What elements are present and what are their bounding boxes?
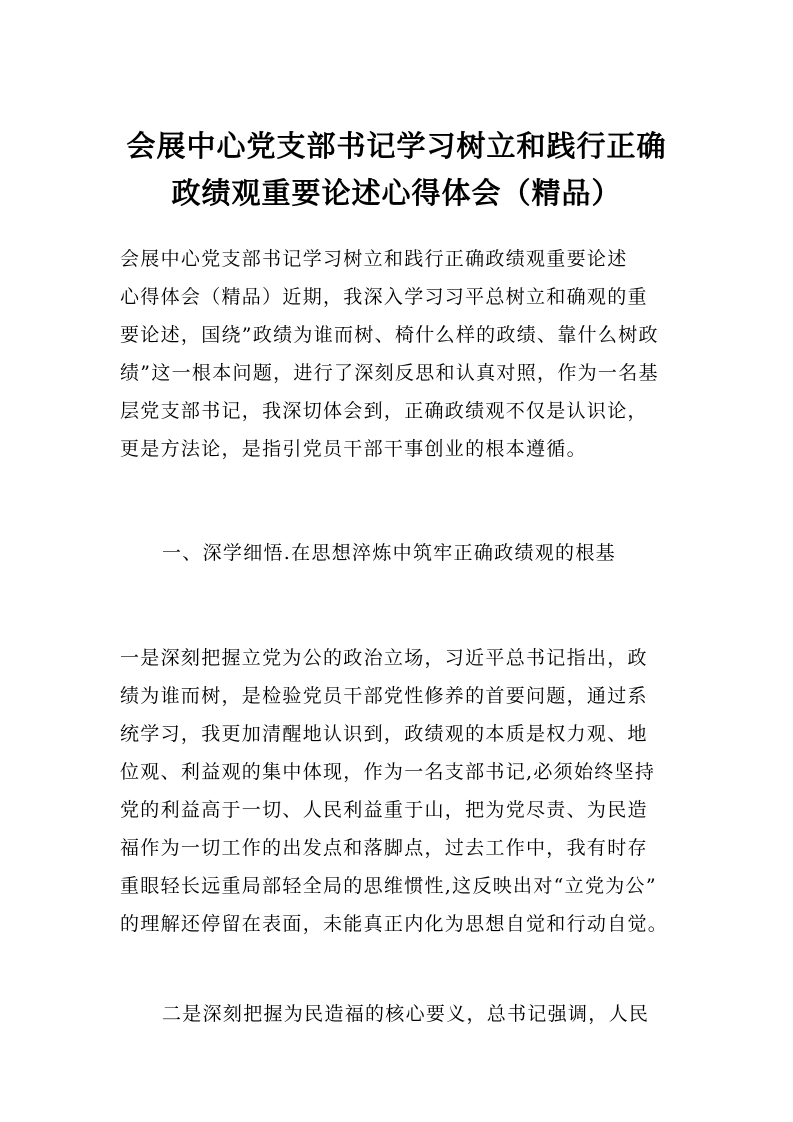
document-title-line-2: 政绩观重要论述心得体会（精品） bbox=[171, 176, 622, 210]
intro-line-5: 层党支部书记，我深切体会到，正确政绩观不仅是认识论， bbox=[120, 400, 648, 422]
para1-line-3: 统学习，我更加清醒地认识到，政绩观的本质是权力观、地 bbox=[120, 723, 648, 745]
intro-line-1: 会展中心党支部书记学习树立和践行正确政绩观重要论述 bbox=[120, 248, 628, 270]
para2-line-1: 二是深刻把握为民造福的核心要义，总书记强调，人民 bbox=[162, 1003, 650, 1025]
intro-line-6: 更是方法论，是指引党员干部干事创业的根本遵循。 bbox=[120, 438, 587, 460]
para1-line-4: 位观、利益观的集中体现，作为一名支部书记,必须始终坚持 bbox=[120, 761, 656, 783]
para1-line-2: 绩为谁而树，是检验党员干部党性修养的首要问题，通过系 bbox=[120, 685, 648, 707]
document-title-line-1: 会展中心党支部书记学习树立和践行正确 bbox=[126, 129, 667, 163]
para1-line-6: 福作为一切工作的出发点和落脚点，过去工作中，我有时存 bbox=[120, 837, 648, 859]
para1-line-5: 党的利益高于一切、人民利益重于山，把为党尽责、为民造 bbox=[120, 799, 648, 821]
para1-line-7: 重眼轻长远重局部轻全局的思维惯性,这反映出对“立党为公” bbox=[120, 875, 657, 897]
section-heading-1: 一、深学细悟.在思想淬炼中筑牢正确政绩观的根基 bbox=[162, 542, 616, 564]
intro-line-4: 绩”这一根本问题，进行了深刻反思和认真对照，作为一名基 bbox=[120, 362, 659, 384]
intro-line-2: 心得体会（精品）近期，我深入学习习平总树立和确观的重 bbox=[120, 286, 648, 308]
intro-line-3: 要论述，国绕”政绩为谁而树、椅什么样的政绩、靠什么树政 bbox=[120, 324, 659, 346]
para1-line-8: 的理解还停留在表面，未能真正内化为思想自觉和行动自觉。 bbox=[120, 913, 669, 935]
para1-line-1: 一是深刻把握立党为公的政治立场，习近平总书记指出，政 bbox=[120, 647, 648, 669]
